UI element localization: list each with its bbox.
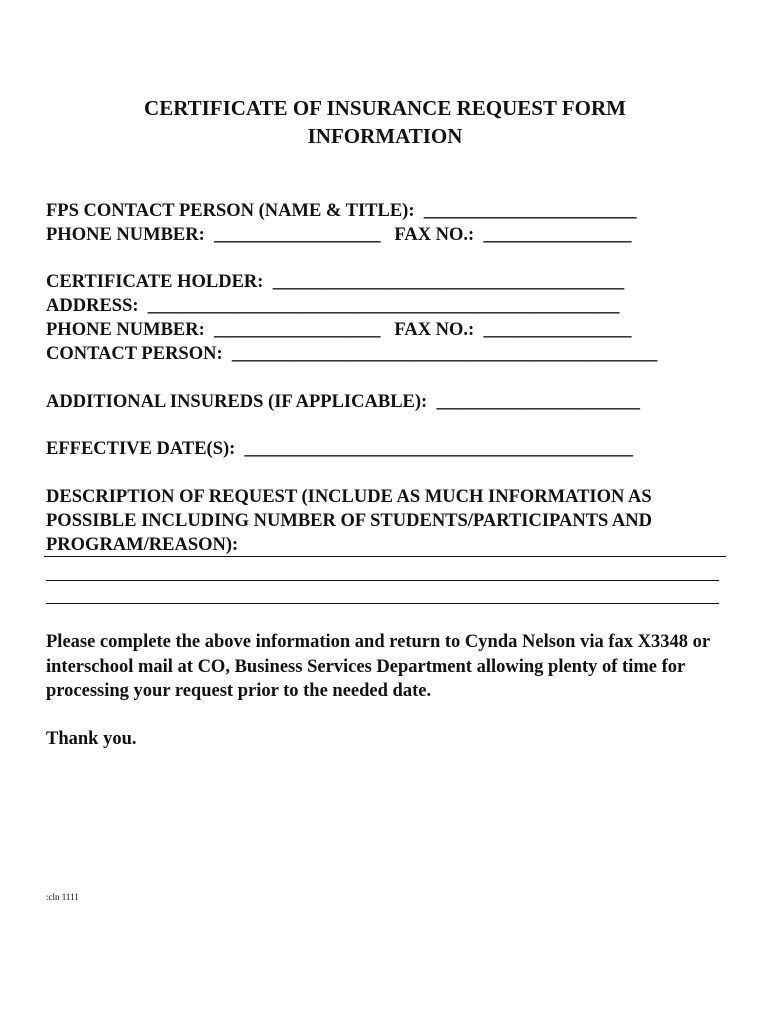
- fps-phone-fax-field[interactable]: PHONE NUMBER: __________________ FAX NO.: ________________: [46, 225, 632, 245]
- description-rule-1[interactable]: [44, 556, 726, 557]
- address-field[interactable]: ADDRESS: ___________________________________________________: [46, 296, 620, 316]
- fps-contact-field[interactable]: FPS CONTACT PERSON (NAME & TITLE): _______________________: [46, 201, 637, 221]
- description-label-line-1: DESCRIPTION OF REQUEST (INCLUDE AS MUCH INFORMATION AS: [46, 487, 652, 507]
- contact-person-field[interactable]: CONTACT PERSON: ______________________________________________: [46, 344, 658, 364]
- certificate-holder-field[interactable]: CERTIFICATE HOLDER: ______________________________________: [46, 272, 625, 292]
- thank-you-text: Thank you.: [46, 729, 137, 749]
- title-line-1: CERTIFICATE OF INSURANCE REQUEST FORM: [144, 96, 626, 120]
- description-rule-3[interactable]: [46, 603, 719, 604]
- footer-reference: :cln 1111: [46, 892, 79, 902]
- effective-dates-field[interactable]: EFFECTIVE DATE(S): __________________________________________: [46, 439, 634, 459]
- description-rule-2[interactable]: [46, 580, 719, 581]
- holder-phone-fax-field[interactable]: PHONE NUMBER: __________________ FAX NO.: ________________: [46, 320, 632, 340]
- instructions-paragraph: Please complete the above information and return to Cynda Nelson via fax X3348 or interschool mail at CO, Business Services Department allowing plenty of time for processing your request prior to the needed date.: [46, 632, 710, 701]
- description-label-line-2: POSSIBLE INCLUDING NUMBER OF STUDENTS/PARTICIPANTS AND: [46, 511, 653, 531]
- title-line-2: INFORMATION: [307, 124, 463, 148]
- additional-insureds-field[interactable]: ADDITIONAL INSUREDS (IF APPLICABLE): ______________________: [46, 392, 640, 412]
- description-label-line-3: PROGRAM/REASON):: [46, 535, 239, 555]
